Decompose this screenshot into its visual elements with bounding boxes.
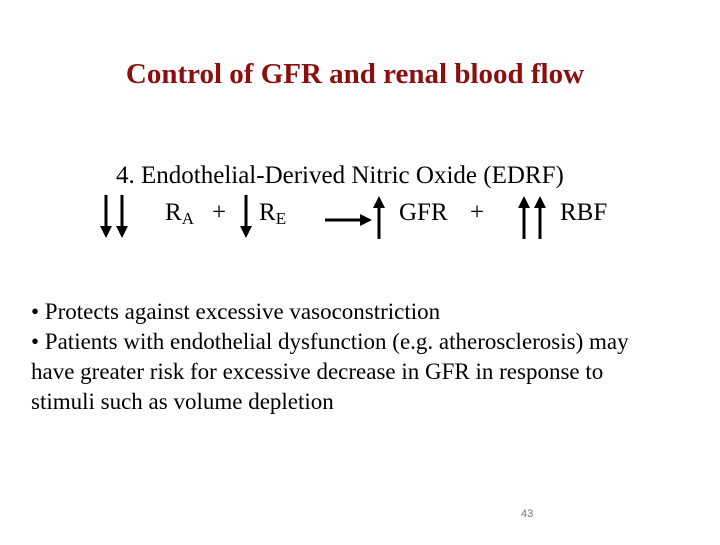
down-arrow-icon bbox=[240, 195, 252, 238]
bullet-item: • Patients with endothelial dysfunction (e.g. atherosclerosis) may have greater risk for excessive decrease in GFR in response to stimuli such as volume depletion bbox=[31, 329, 629, 414]
ra-term bbox=[165, 199, 194, 229]
re-letter: R bbox=[259, 199, 276, 226]
double-up-arrow-icon bbox=[518, 196, 546, 239]
re-term bbox=[259, 199, 286, 229]
bullet-list bbox=[31, 297, 671, 417]
plus-sign-1: + bbox=[212, 199, 227, 226]
ra-subscript: A bbox=[181, 209, 194, 228]
rbf-label: RBF bbox=[560, 199, 608, 226]
ra-letter: R bbox=[165, 199, 182, 226]
slide-title: Control of GFR and renal blood flow bbox=[125, 58, 585, 90]
subheading: 4. Endothelial-Derived Nitric Oxide (EDRF) bbox=[116, 162, 564, 189]
bullet-item: • Protects against excessive vasoconstriction bbox=[31, 299, 441, 324]
right-arrow-icon bbox=[325, 214, 372, 226]
plus-sign-2: + bbox=[470, 199, 485, 226]
up-arrow-icon bbox=[373, 196, 385, 239]
page-number: 43 bbox=[521, 508, 534, 520]
double-down-arrow-icon bbox=[100, 195, 128, 238]
re-subscript: E bbox=[275, 209, 287, 228]
gfr-label: GFR bbox=[399, 199, 448, 226]
